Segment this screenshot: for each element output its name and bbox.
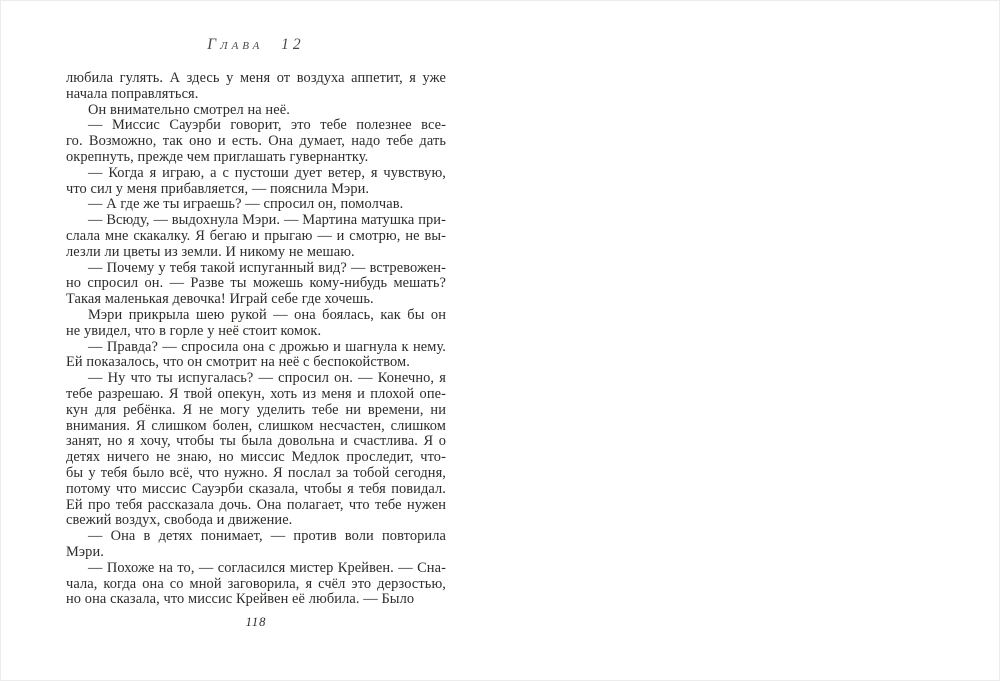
text-column [66, 71, 446, 608]
text-line: не увидел, что в горле у неё стоит комок. [66, 322, 322, 339]
text-line: Ей показалось, что он смотрит на неё с беспокойством. [66, 354, 410, 371]
text-line: — Ну что ты испугалась? — спросил он. — Конечно, я [88, 370, 446, 387]
text-line: начала поправляться. [66, 85, 199, 102]
text-line: — Почему у тебя такой испуганный вид? — встревожен- [88, 259, 446, 276]
text-line: чала, когда она со мной заговорила, я счёл это дерзостью, [66, 575, 446, 592]
text-line: — Похоже на то, — согласился мистер Крейвен. — Сна- [88, 559, 446, 576]
text-line: но она сказала, что миссис Крейвен её любила. — Было [66, 591, 415, 608]
text-line: кун для ребёнка. Я не могу уделить тебе ни времени, ни [66, 401, 446, 418]
text-line: лезли ли цветы из земли. И никому не мешаю. [66, 243, 355, 260]
text-line: — Всюду, — выдохнула Мэри. — Мартина матушка при- [88, 212, 446, 229]
text-line: Мэри. [66, 543, 104, 560]
text-line: свежий воздух, свобода и движение. [66, 512, 293, 529]
text-line: потому что миссис Сауэрби сказала, чтобы я тебя повидал. [66, 480, 446, 497]
text-line: — А где же ты играешь? — спросил он, помолчав. [88, 196, 404, 213]
page-number: 118 [245, 615, 267, 629]
text-line: любила гулять. А здесь у меня от воздуха аппетит, я уже [66, 70, 446, 86]
text-line: Он внимательно смотрел на неё. [88, 101, 290, 118]
chapter-heading: Глава 12 [207, 36, 305, 53]
text-line: — Миссис Сауэрби говорит, это тебе полезнее все- [88, 117, 446, 134]
text-line: тебе разрешаю. Я твой опекун, хоть из меня и плохой опе- [66, 385, 446, 402]
text-line: — Правда? — спросила она с дрожью и шагнула к нему. [88, 338, 446, 355]
text-line: — Когда я играю, а с пустоши дует ветер, я чувствую, [88, 164, 446, 181]
text-line: бы у тебя было всё, что нужно. Я послал за тобой сегодня, [66, 464, 446, 481]
right-page [500, 0, 1000, 681]
text-line: детях ничего не знаю, но миссис Медлок проследит, что- [66, 449, 446, 466]
text-line: занят, но я хочу, чтобы ты была довольна и счастлива. Я о [66, 433, 446, 450]
text-line: внимания. Я слишком болен, слишком несчастен, слишком [66, 417, 446, 434]
text-line: но спросил он. — Разве ты можешь кому-нибудь мешать? [66, 275, 446, 292]
text-line: что сил у меня прибавляется, — пояснила Мэри. [66, 180, 370, 197]
text-line: окрепнуть, прежде чем приглашать гувернантку. [66, 148, 369, 165]
text-line: — Она в детях понимает, — против воли повторила [88, 528, 446, 545]
text-line: го. Возможно, так оно и есть. Она думает, надо тебе дать [66, 133, 446, 150]
text-line: Мэри прикрыла шею рукой — она боялась, как бы он [88, 306, 446, 323]
text-line: Ей про тебя рассказала дочь. Она полагает, что тебе нужен [66, 496, 446, 513]
text-line: Такая маленькая девочка! Играй себе где хочешь. [66, 291, 374, 308]
text-line: слала мне скакалку. Я бегаю и прыгаю — и смотрю, не вы- [66, 227, 446, 244]
